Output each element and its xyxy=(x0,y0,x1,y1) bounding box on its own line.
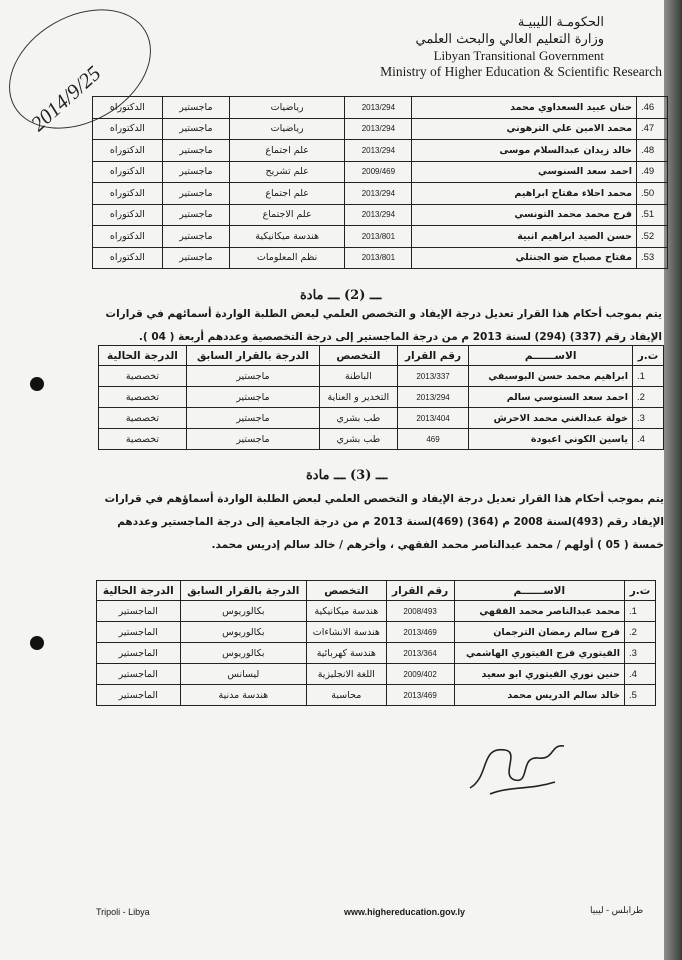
cell-field: هندسة ميكانيكية xyxy=(229,226,344,248)
table-row xyxy=(93,204,668,226)
cell-field: التخدير و العناية xyxy=(320,387,398,408)
cell-ref: 2013/294 xyxy=(345,204,412,226)
table-row xyxy=(93,183,668,205)
header-current: الدرجة الحالية xyxy=(97,581,181,601)
cell-ref: 2013/294 xyxy=(345,97,412,119)
cell-num: 52. xyxy=(637,226,668,248)
cell-name: فرج سالم رمضان الترجمان xyxy=(454,622,624,643)
cell-current: تخصصية xyxy=(99,387,187,408)
cell-prev: ماجستير xyxy=(162,183,229,205)
cell-num: 46. xyxy=(637,97,668,119)
table-continuation xyxy=(92,96,668,269)
punch-hole-bottom xyxy=(30,636,44,650)
cell-ref: 2013/294 xyxy=(345,183,412,205)
cell-current: الدكتوراه xyxy=(93,226,163,248)
cell-name: ابراهيم محمد حسن البوسيفي xyxy=(469,366,633,387)
footer-website[interactable]: www.highereducation.gov.ly xyxy=(344,907,466,917)
cell-num: 50. xyxy=(637,183,668,205)
header-name: الاســــــم xyxy=(469,346,633,366)
cell-field: هندسة ميكانيكية xyxy=(307,601,387,622)
cell-name: محمد احلاء مفتاح ابراهيم xyxy=(412,183,637,205)
header-current: الدرجة الحالية xyxy=(99,346,187,366)
cell-ref: 2013/469 xyxy=(386,685,454,706)
table-row xyxy=(97,643,656,664)
table-row xyxy=(97,622,656,643)
letterhead-government-en: Libyan Transitional Government xyxy=(433,48,604,63)
cell-current: الدكتوراه xyxy=(93,97,163,119)
signature xyxy=(460,736,570,800)
table-header-row xyxy=(99,346,664,366)
cell-field: هندسة الانشاءات xyxy=(307,622,387,643)
letterhead xyxy=(380,14,662,80)
cell-prev: بكالوريوس xyxy=(180,643,307,664)
cell-ref: 2008/493 xyxy=(386,601,454,622)
table-section-3 xyxy=(96,580,656,706)
cell-current: تخصصية xyxy=(99,366,187,387)
cell-name: خالد سالم الدريس محمد xyxy=(454,685,624,706)
cell-ref: 2013/469 xyxy=(386,622,454,643)
cell-num: 1. xyxy=(625,601,656,622)
cell-num: 51. xyxy=(637,204,668,226)
cell-ref: 2009/469 xyxy=(345,161,412,183)
cell-field: علم اجتماع xyxy=(229,140,344,162)
cell-field: اللغة الانجليزية xyxy=(307,664,387,685)
header-field: التخصص xyxy=(320,346,398,366)
section-3-title: ـــ (3) ـــ مادة xyxy=(306,468,388,483)
cell-prev: بكالوريوس xyxy=(180,622,307,643)
cell-ref: 2009/402 xyxy=(386,664,454,685)
header-name: الاســــــم xyxy=(454,581,624,601)
cell-prev: بكالوريوس xyxy=(180,601,307,622)
cell-field: علم اجتماع xyxy=(229,183,344,205)
cell-name: مفتاح مصباح ضو الجنتلي xyxy=(412,247,637,269)
section-3-paragraph: يتم بموجب أحكام هذا القرار تعديل درجة الإيفاد و التخصص العلمي لبعض الطلبة الواردة أسماؤهم في قرارات الإيفاد رقم (493)لسنة 2008 م (364) (469)لسنة 2013 م من درجة الجامعية إلى درجة الماجستير وعددهم خمسة ( 05 ) أولهم / محمد عبدالناصر محمد الفقهي ، وأخرهم / خالد سالم إدريس محمد. xyxy=(104,493,664,551)
table-row xyxy=(93,140,668,162)
cell-prev: ماجستير xyxy=(162,226,229,248)
table-row xyxy=(97,685,656,706)
cell-current: الدكتوراه xyxy=(93,247,163,269)
cell-current: تخصصية xyxy=(99,408,187,429)
header-ref: رقم القرار xyxy=(386,581,454,601)
letterhead-ministry-ar: وزارة التعليم العالي والبحث العلمي xyxy=(415,32,604,47)
cell-field: طب بشري xyxy=(320,408,398,429)
table-row xyxy=(93,161,668,183)
table-row xyxy=(93,247,668,269)
cell-num: 5. xyxy=(625,685,656,706)
cell-current: الدكتوراه xyxy=(93,204,163,226)
cell-num: 49. xyxy=(637,161,668,183)
section-2-paragraph: يتم بموجب أحكام هذا القرار تعديل درجة الإيفاد و التخصص العلمي لبعض الطلبة الواردة أسمائهم في قرارات الإيفاد رقم (337) (294) لسنة 2013 م من درجة الماجستير إلى درجة التخصصية وعددهم أربعة ( 04 ). xyxy=(105,308,662,343)
cell-field: هندسة كهربائية xyxy=(307,643,387,664)
cell-field: الباطنة xyxy=(320,366,398,387)
cell-ref: 469 xyxy=(397,429,469,450)
cell-num: 3. xyxy=(633,408,664,429)
letterhead-ministry-en: Ministry of Higher Education & Scientific Research xyxy=(380,64,662,79)
cell-prev: ليسانس xyxy=(180,664,307,685)
cell-ref: 2013/801 xyxy=(345,247,412,269)
cell-num: 1. xyxy=(633,366,664,387)
table-section-2 xyxy=(98,345,664,450)
cell-current: الماجستير xyxy=(97,601,181,622)
cell-name: خولة عبدالغني محمد الاحرش xyxy=(469,408,633,429)
cell-name: فرج محمد محمد التونسي xyxy=(412,204,637,226)
table-row xyxy=(93,97,668,119)
footer-city-ar: طرابلس - ليبيا xyxy=(590,905,644,915)
cell-current: الدكتوراه xyxy=(93,118,163,140)
cell-prev: ماجستير xyxy=(162,161,229,183)
cell-prev: ماجستير xyxy=(162,118,229,140)
cell-prev: هندسة مدنية xyxy=(180,685,307,706)
cell-field: رياضيات xyxy=(229,118,344,140)
cell-prev: ماجستير xyxy=(162,97,229,119)
header-ref: رقم القرار xyxy=(397,346,469,366)
cell-num: 48. xyxy=(637,140,668,162)
table-row xyxy=(93,226,668,248)
table-row xyxy=(93,118,668,140)
punch-hole-top xyxy=(30,377,44,391)
cell-name: محمد الامين علي الترهوني xyxy=(412,118,637,140)
cell-current: الدكتوراه xyxy=(93,161,163,183)
cell-field: علم تشريح xyxy=(229,161,344,183)
cell-current: الماجستير xyxy=(97,664,181,685)
cell-prev: ماجستير xyxy=(162,140,229,162)
cell-name: محمد عبدالناصر محمد الفقهي xyxy=(454,601,624,622)
cell-name: حسن الصيد ابراهيم انبية xyxy=(412,226,637,248)
cell-field: علم الاجتماع xyxy=(229,204,344,226)
cell-num: 3. xyxy=(625,643,656,664)
cell-ref: 2013/404 xyxy=(397,408,469,429)
header-num: ت.ر xyxy=(625,581,656,601)
handwritten-date: 2014/9/25 xyxy=(26,61,106,136)
cell-name: احمد سعد السنوسي سالم xyxy=(469,387,633,408)
header-prev: الدرجة بالقرار السابق xyxy=(180,581,307,601)
cell-field: محاسبة xyxy=(307,685,387,706)
cell-current: تخصصية xyxy=(99,429,187,450)
table-header-row xyxy=(97,581,656,601)
cell-num: 4. xyxy=(625,664,656,685)
cell-prev: ماجستير xyxy=(186,408,319,429)
cell-ref: 2013/294 xyxy=(397,387,469,408)
cell-current: الماجستير xyxy=(97,622,181,643)
cell-name: خالد زيدان عبدالسلام موسى xyxy=(412,140,637,162)
table-row xyxy=(99,366,664,387)
header-prev: الدرجة بالقرار السابق xyxy=(186,346,319,366)
letterhead-government-ar: الحكومـة الليبيـة xyxy=(517,15,604,30)
table-row xyxy=(99,387,664,408)
table-row xyxy=(99,429,664,450)
cell-num: 2. xyxy=(625,622,656,643)
cell-ref: 2013/801 xyxy=(345,226,412,248)
cell-field: نظم المعلومات xyxy=(229,247,344,269)
cell-current: الدكتوراه xyxy=(93,183,163,205)
cell-num: 47. xyxy=(637,118,668,140)
cell-name: احمد سعد السنوسي xyxy=(412,161,637,183)
footer-city-en: Tripoli - Libya xyxy=(96,907,150,917)
cell-ref: 2013/294 xyxy=(345,118,412,140)
cell-current: الماجستير xyxy=(97,643,181,664)
cell-num: 4. xyxy=(633,429,664,450)
cell-ref: 2013/364 xyxy=(386,643,454,664)
cell-name: حنين نوري الفيتوري ابو سعيد xyxy=(454,664,624,685)
cell-prev: ماجستير xyxy=(186,429,319,450)
header-field: التخصص xyxy=(307,581,387,601)
cell-name: الفيتوري فرج الفيتوري الهاشمي xyxy=(454,643,624,664)
cell-ref: 2013/294 xyxy=(345,140,412,162)
table-row xyxy=(99,408,664,429)
cell-prev: ماجستير xyxy=(162,204,229,226)
cell-prev: ماجستير xyxy=(186,366,319,387)
cell-current: الماجستير xyxy=(97,685,181,706)
cell-field: طب بشري xyxy=(320,429,398,450)
cell-ref: 2013/337 xyxy=(397,366,469,387)
cell-prev: ماجستير xyxy=(162,247,229,269)
cell-field: رياضيات xyxy=(229,97,344,119)
section-2-title: ـــ (2) ـــ مادة xyxy=(300,288,382,303)
cell-name: ياسين الكوني اعبودة xyxy=(469,429,633,450)
table-row xyxy=(97,601,656,622)
cell-num: 53. xyxy=(637,247,668,269)
cell-current: الدكتوراه xyxy=(93,140,163,162)
cell-name: حنان عبيد السعداوي محمد xyxy=(412,97,637,119)
cell-prev: ماجستير xyxy=(186,387,319,408)
table-row xyxy=(97,664,656,685)
cell-num: 2. xyxy=(633,387,664,408)
header-num: ت.ر xyxy=(633,346,664,366)
